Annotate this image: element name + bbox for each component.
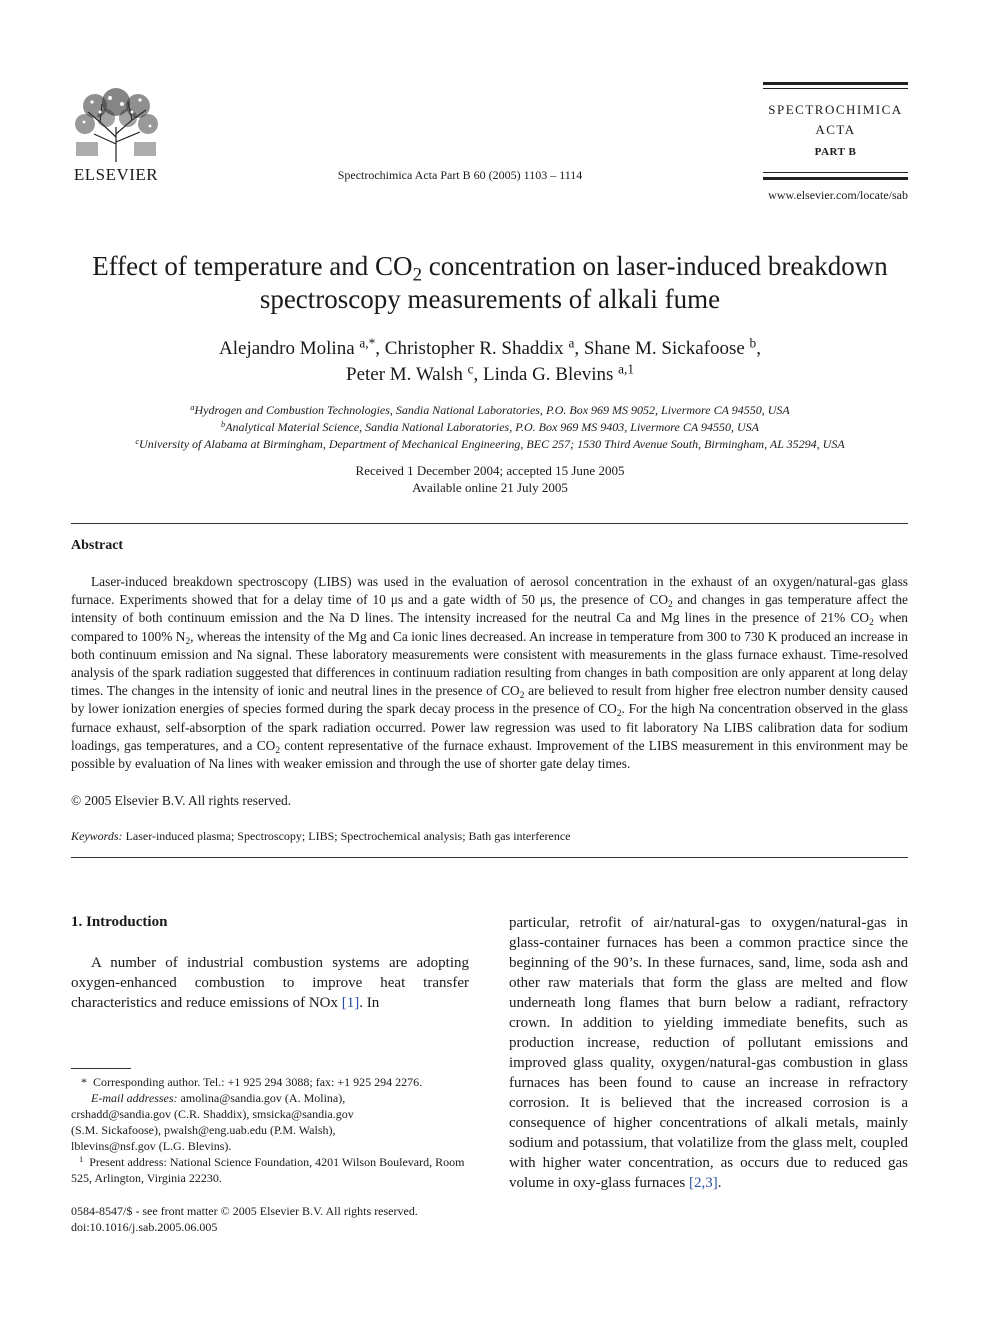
footnotes <box>71 1074 469 1186</box>
front-matter-note: 0584-8547/$ - see front matter © 2005 Elsevier B.V. All rights reserved. <box>71 1204 418 1218</box>
present-address-note: $^1$ Present address: National Science Foundation, 4201 Wilson Boulevard, Room 525, Arlington, Virginia 22230. <box>71 1154 465 1185</box>
journal-rule <box>763 177 908 180</box>
journal-citation: Spectrochimica Acta Part B 60 (2005) 1103 – 1114 <box>337 168 583 182</box>
received-date: Received 1 December 2004; accepted 15 June 2005 <box>355 463 625 478</box>
keywords <box>71 829 908 844</box>
abstract-text: Laser-induced breakdown spectroscopy (LIBS) was used in the evaluation of aerosol concentration in the exhaust of an oxygen/natural-gas glass furnace. Experiments showed that for a delay time of 10 μs and a gate width of 50 μs, the presence of $CO_2$ and changes in gas temperature affect the intensity of both continuum emission and the Na D lines. The intensity increased for the neutral Ca and Mg lines in the presence of 21% $CO_2$ when compared to 100% $N_2$, whereas the intensity of the Mg and Ca ionic lines decreased. An increase in temperature from 300 to 730 K produced an increase in both continuum emission and Na signal. These laboratory measurements were consistent with measurements in the glass furnace exhaust. Time-resolved analysis of the spark radiation suggested that differences in continuum radiation resulting from changes in bath composition are only apparent at long delay times. The changes in the intensity of ionic and neutral lines in the presence of $CO_2$ are believed to result from higher free electron number density caused by lower ionization energies of species formed during the spark decay process in the presence of $CO_2$. For the high Na concentration observed in the glass furnace exhaust, self-absorption of the spark radiation occurred. Power law regression was used to fit laboratory Na LIBS calibration data for sodium loadings, gas temperatures, and a $CO_2$ content representative of the furnace exhaust. Improvement of the LIBS measurement in this environment may be possible by evaluation of Na lines with weaker emission and through the use of shorter gate delay times. <box>71 574 909 772</box>
intro-left-column: A number of industrial combustion systems are adopting oxygen-enhanced combustion to improve heat transfer characteristics and reduce emissions of NOx [1]. In <box>71 955 469 1011</box>
journal-rule <box>763 88 908 89</box>
author-name[interactable]: Alejandro Molina <box>219 338 355 359</box>
journal-name-line2: ACTA <box>815 122 856 137</box>
publisher-name: ELSEVIER <box>73 165 159 184</box>
abstract-copyright: © 2005 Elsevier B.V. All rights reserved. <box>71 793 292 808</box>
author-name[interactable]: Shane M. Sickafoose <box>583 338 745 359</box>
abstract-heading: Abstract <box>71 538 124 553</box>
online-date: Available online 21 July 2005 <box>412 480 568 495</box>
email-label: E-mail addresses: <box>91 1091 178 1105</box>
keywords-label: Keywords: <box>71 829 123 843</box>
affiliation-c: $^c$University of Alabama at Birmingham, Department of Mechanical Engineering, BEC 257; 1530 Third Avenue South, Birmingham, AL 35294, USA <box>135 436 845 451</box>
article-footer <box>71 1203 469 1235</box>
journal-name-line1: SPECTROCHIMICA <box>768 102 903 117</box>
article-dates <box>60 462 920 496</box>
email-link[interactable]: amolina@sandia.gov (A. Molina), <box>180 1091 346 1105</box>
affiliation-b: $^b$Analytical Material Science, Sandia National Laboratories, P.O. Box 969 MS 9403, Livermore CA 94550, USA <box>221 419 759 434</box>
author-list: Alejandro Molina $^{a,*}$, Christopher R. Shaddix $^a$, Shane M. Sickafoose $^b$, Peter M. Walsh $^c$, Linda G. Blevins $^{a,1}$ <box>219 335 761 385</box>
citation-link[interactable]: [1] <box>341 995 360 1011</box>
corresponding-author-note: * Corresponding author. Tel.: +1 925 294 3088; fax: +1 925 294 2276. <box>81 1075 423 1089</box>
divider <box>71 523 908 524</box>
citation-link[interactable]: [2,3] <box>688 1175 718 1191</box>
section-heading: 1. Introduction <box>71 914 168 930</box>
email-link[interactable]: crshadd@sandia.gov (C.R. Shaddix), smsicka@sandia.gov <box>71 1107 354 1121</box>
footnote-rule <box>71 1068 131 1069</box>
affiliations <box>60 402 920 453</box>
paper-title: Effect of temperature and $CO_2$ concentration on laser-induced breakdown spectroscopy measurements of alkali fume <box>92 251 888 314</box>
keywords-list: Laser-induced plasma; Spectroscopy; LIBS; Spectrochemical analysis; Bath gas interference <box>125 829 571 843</box>
author-name[interactable]: Peter M. Walsh <box>346 364 463 385</box>
email-link[interactable]: (S.M. Sickafoose), pwalsh@eng.uab.edu (P.M. Walsh), <box>71 1123 336 1137</box>
affiliation-a: $^a$Hydrogen and Combustion Technologies, Sandia National Laboratories, P.O. Box 969 MS 9052, Livermore CA 94550, USA <box>190 402 790 417</box>
doi[interactable]: doi:10.1016/j.sab.2005.06.005 <box>71 1220 218 1234</box>
journal-url[interactable]: www.elsevier.com/locate/sab <box>768 188 908 202</box>
author-name[interactable]: Christopher R. Shaddix <box>384 338 564 359</box>
email-link[interactable]: lblevins@nsf.gov (L.G. Blevins). <box>71 1139 232 1153</box>
divider <box>71 857 908 858</box>
journal-rule <box>763 82 908 85</box>
journal-rule <box>763 172 908 173</box>
author-name[interactable]: Linda G. Blevins <box>483 364 614 385</box>
intro-right-column: particular, retrofit of air/natural-gas to oxygen/natural-gas in glass-container furnaces has been a common practice since the beginning of the 90’s. In these furnaces, sand, lime, soda ash and other raw materials that form the glass are melted and flow underneath long flames that burn below a radiant, refractory crown. In addition to yielding immediate benefits, such as production increase, reduction of pollutant emissions and improved glass quality, oxygen/natural-gas combustion in glass furnaces has been found to cause an increase in refractory corrosion. It is believed that the increased corrosion is a consequence of higher concentrations of alkali metals, mainly sodium and potassium, that volatilize from the glass melt, coupled with higher water concentration, as occurs due to reduced gas volume in oxy-glass furnaces [2,3]. <box>509 915 908 1191</box>
journal-part: PART B <box>814 146 857 158</box>
